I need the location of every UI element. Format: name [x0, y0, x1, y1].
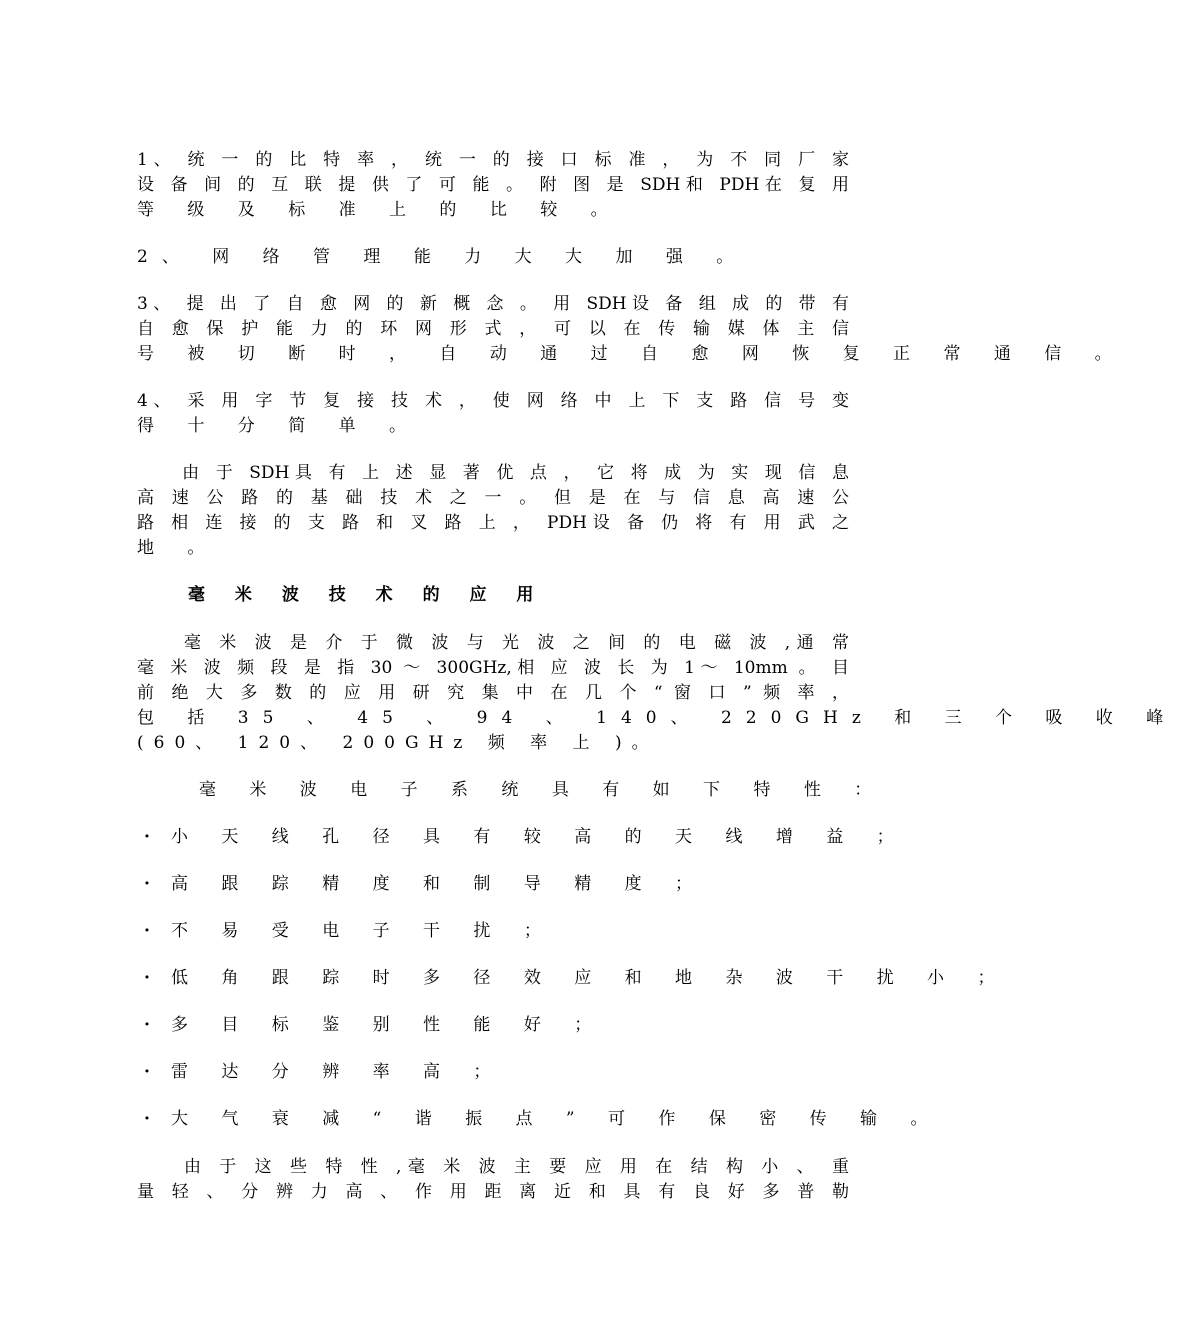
bullet-item [137, 1013, 849, 1038]
paragraph-3-line-1: 3、 提 出 了 自 愈 网 的 新 概 念 。 用 SDH设 备 组 成 的 带 有 [137, 294, 849, 314]
bullet-text: 低 角 跟 踪 时 多 径 效 应 和 地 杂 波 干 扰 小 ； [171, 968, 1009, 988]
bullet-text: 多 目 标 鉴 别 性 能 好 ； [171, 1015, 606, 1035]
paragraph-6-line-2: 毫 米 波 频 段 是 指 30 ～ 300GHz,相 应 波 长 为 1～ 10mm 。 目 [137, 658, 849, 678]
paragraph-5-line-4: 地 。 [137, 538, 219, 558]
section-heading: 毫 米 波 技 术 的 应 用 [188, 585, 546, 605]
bullet-dot-icon: · [144, 874, 150, 894]
bullet-item [137, 825, 908, 850]
paragraph-8-line-2: 量 轻 、 分 辨 力 高 、 作 用 距 离 近 和 具 有 良 好 多 普 勒 [137, 1182, 849, 1202]
bullet-dot-icon: · [144, 827, 150, 847]
paragraph-5-line-2: 高 速 公 路 的 基 础 技 术 之 一 。 但 是 在 与 信 息 高 速 公 [137, 488, 849, 508]
paragraph-1-line-1: 1、 统 一 的 比 特 率 ， 统 一 的 接 口 标 准 ， 为 不 同 厂 家 [137, 150, 849, 170]
bullet-text: 大 气 衰 减 “ 谐 振 点 ” 可 作 保 密 传 输 。 [171, 1109, 942, 1129]
bullet-dot-icon: · [144, 968, 150, 988]
bullet-dot-icon: · [144, 921, 150, 941]
bullet-text: 小 天 线 孔 径 具 有 较 高 的 天 线 增 益 ； [171, 827, 908, 847]
paragraph-4-line-2: 得 十 分 简 单 。 [137, 416, 421, 436]
bullet-dot-icon: · [144, 1109, 150, 1129]
bullet-item [137, 1060, 849, 1085]
paragraph-7-line-1: 毫 米 波 电 子 系 统 具 有 如 下 特 性 ： [137, 780, 886, 800]
paragraph-6-line-1: 毫 米 波 是 介 于 微 波 与 光 波 之 间 的 电 磁 波 ,通 常 [137, 633, 849, 653]
bullet-text: 雷 达 分 辨 率 高 ； [171, 1062, 505, 1082]
bullet-dot-icon: · [144, 1062, 150, 1082]
bullet-text: 高 跟 踪 精 度 和 制 导 精 度 ； [171, 874, 707, 894]
paragraph-1-line-3: 等 级 及 标 准 上 的 比 较 。 [137, 200, 622, 220]
paragraph-3-line-3: 号 被 切 断 时 ， 自 动 通 过 自 愈 网 恢 复 正 常 通 信 。 [137, 344, 1126, 364]
paragraph-8-line-1: 由 于 这 些 特 性 ,毫 米 波 主 要 应 用 在 结 构 小 、 重 [137, 1157, 849, 1177]
bullet-item [137, 966, 1009, 991]
bullet-item [137, 919, 849, 944]
bullet-item [137, 872, 849, 897]
paragraph-4-line-1: 4、 采 用 字 节 复 接 技 术 ， 使 网 络 中 上 下 支 路 信 号 变 [137, 391, 849, 411]
paragraph-2-line-1: 2、 网 络 管 理 能 力 大 大 加 强 。 [137, 247, 748, 267]
bullet-item [137, 1107, 942, 1132]
bullet-text: 不 易 受 电 子 干 扰 ； [171, 921, 555, 941]
bullet-dot-icon: · [144, 1015, 150, 1035]
paragraph-1-line-2: 设 备 间 的 互 联 提 供 了 可 能 。 附 图 是 SDH和 PDH在 复 用 [137, 175, 849, 195]
paragraph-5-line-3: 路 相 连 接 的 支 路 和 叉 路 上 ， PDH设 备 仍 将 有 用 武 之 [137, 513, 849, 533]
paragraph-6-line-5: (60、 120、 200GHz 频 率 上 )。 [137, 733, 659, 753]
paragraph-6-line-4: 包 括 35 、 45 、 94 、 140、 220GHz 和 三 个 吸 收 峰 [137, 708, 1177, 728]
paragraph-5-line-1: 由 于 SDH具 有 上 述 显 著 优 点 ， 它 将 成 为 实 现 信 息 [137, 463, 849, 483]
paragraph-6-line-3: 前 绝 大 多 数 的 应 用 研 究 集 中 在 几 个 “ 窗 口 ” 频 率 ， [137, 683, 849, 703]
paragraph-3-line-2: 自 愈 保 护 能 力 的 环 网 形 式 ， 可 以 在 传 输 媒 体 主 信 [137, 319, 849, 339]
